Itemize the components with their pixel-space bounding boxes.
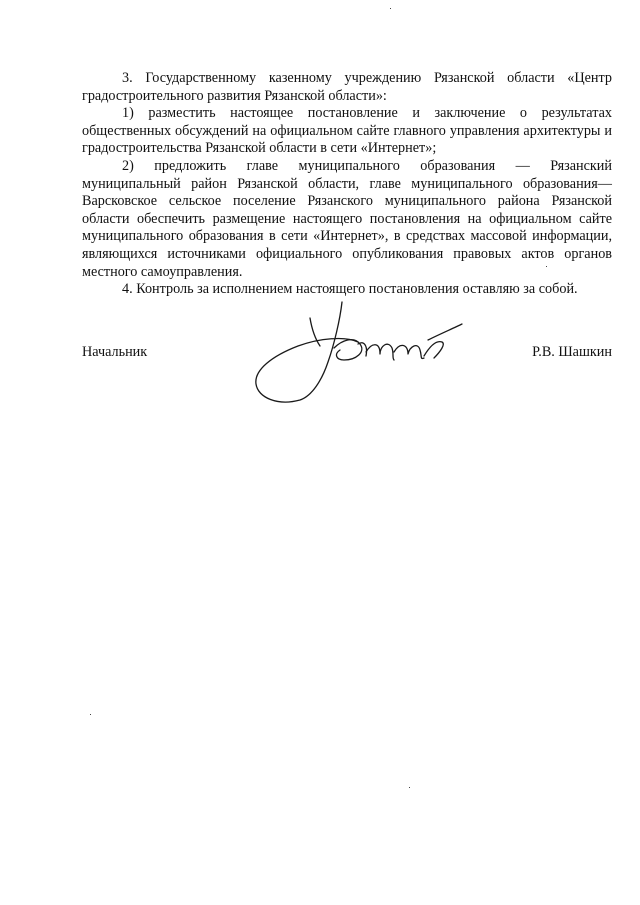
paragraph-subitem-1: 1) разместить настоящее постановление и заключение о результатах общественных обсуждений на официальном сайте главного управления архитектуры и градостроительства Рязанской области в сети «Интернет»; [82, 105, 612, 157]
paragraph-item-4: 4. Контроль за исполнением настоящего постановления оставляю за собой. [122, 281, 578, 298]
scan-speck [90, 714, 91, 715]
paragraph-subitem-2: 2) предложить главе муниципального образования — Рязанский муниципальный район Рязанской области, главе муниципального образования— Варсковское сельское поселение Рязанского муниципального района Рязанской области обеспечить размещение настоящего постановления на официальном сайте муниципального образования в сети «Интернет», в средствах массовой информации, являющихся источниками официального опубликования правовых актов органов местного самоуправления. [82, 157, 612, 280]
scan-speck [390, 8, 391, 9]
signer-name: Р.В. Шашкин [532, 344, 612, 360]
scan-speck [409, 787, 410, 788]
document-body [82, 70, 612, 299]
paragraph-item-3: 3. Государственному казенному учреждению Рязанской области «Центр градостроительного развития Рязанской области»: [82, 70, 612, 104]
scan-speck [546, 266, 547, 267]
handwritten-signature [250, 300, 470, 405]
position-title: Начальник [82, 344, 148, 360]
